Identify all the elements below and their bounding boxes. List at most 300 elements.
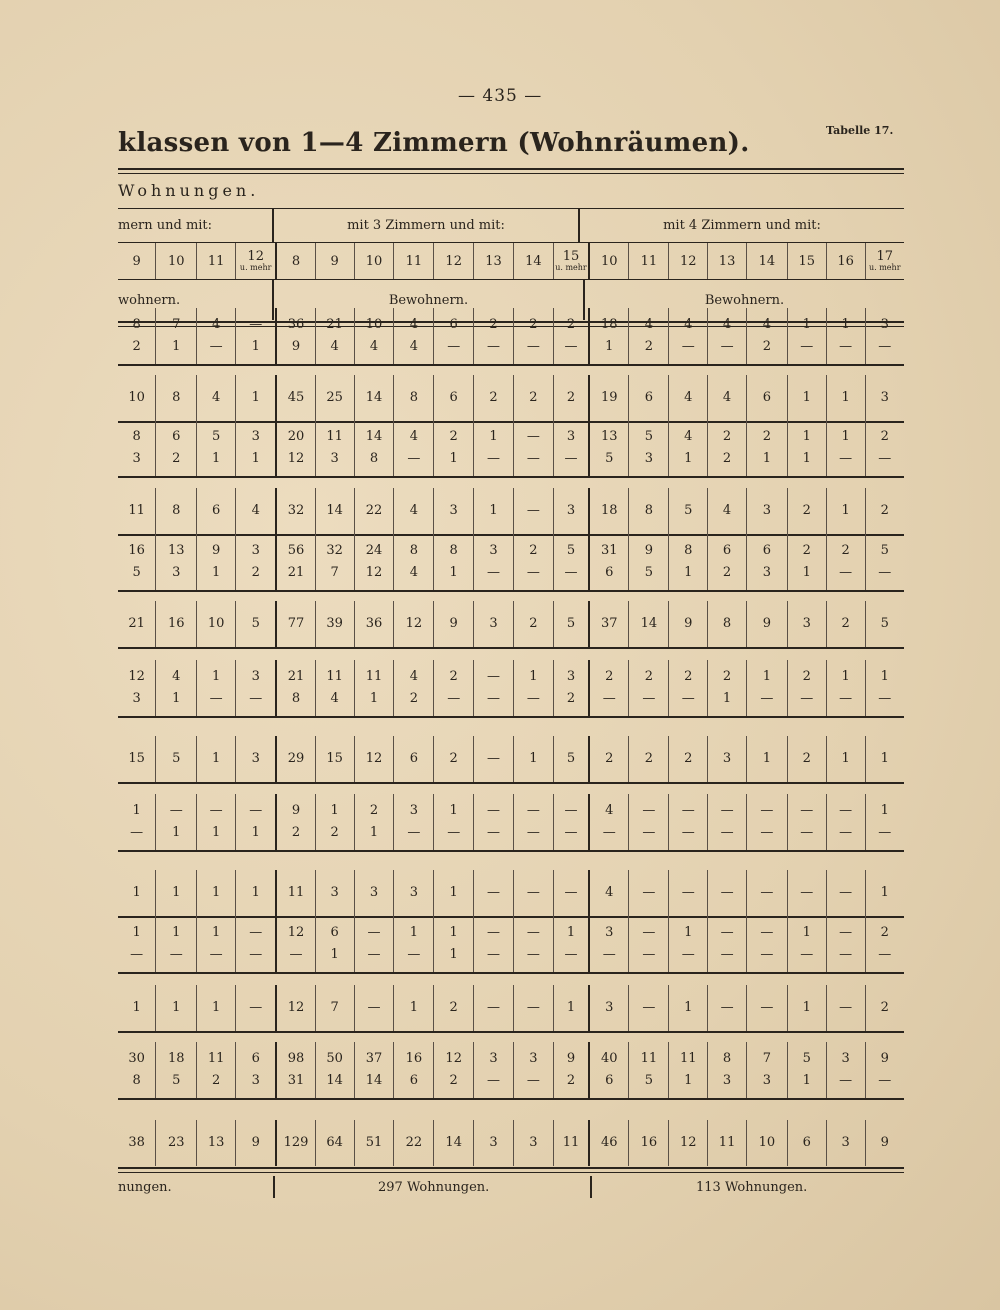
table-row [118,822,904,850]
table-cell: 77 [276,601,315,647]
table-cell: 6 [787,1120,826,1166]
table-cell: 11 [128,503,145,518]
table-cell: 50 [315,1042,354,1070]
table-section [118,1120,904,1166]
table-cell: 2 [354,794,394,822]
table-cell: — [629,822,669,850]
table-cell: 3 [553,660,589,688]
table-cell: 22 [354,488,394,534]
table-cell: 8 [629,488,669,534]
table-cell: 12 [394,601,434,647]
table-cell: 2 [787,488,826,534]
table-row [118,1070,904,1098]
table-cell: 1 [787,916,826,944]
table-cell: 2 [553,308,589,336]
header-row2-right: Bewohnern. [584,280,904,320]
table-cell: — [708,916,747,944]
table-cell: — [513,916,553,944]
table-cell: 3 [236,736,277,782]
table-cell: 6 [434,375,474,421]
table-cell: 4 [589,794,629,822]
table-cell: — [474,822,514,850]
table-cell: 1 [826,736,865,782]
table-section [118,916,904,974]
table-cell: 2 [787,534,826,562]
table-section [118,488,904,536]
table-cell: — [746,916,787,944]
table-cell: 1 [197,562,236,590]
table-cell: 7 [746,1042,787,1070]
table-cell: 8 [156,375,197,421]
table-cell: 5 [553,736,589,782]
table-section [118,601,904,649]
table-cell: 3 [787,601,826,647]
table-cell: 1 [669,1070,708,1098]
table-row [118,688,904,716]
table-cell: 23 [156,1120,197,1166]
table-cell: 2 [708,660,747,688]
table-row [118,736,904,782]
table-cell: 1 [156,985,197,1031]
table-cell: — [513,336,553,364]
table-row [118,794,904,822]
table-row [118,336,904,364]
table-cell: 8 [708,601,747,647]
table-cell: — [553,870,589,916]
table-cell: 1 [787,420,826,448]
section-rule [118,364,904,366]
header-col-0: 9 [132,253,141,269]
table-cell: 1 [236,448,277,476]
table-cell: 1 [156,916,197,944]
table-cell: 1 [787,375,826,421]
table-cell: 2 [669,660,708,688]
table-row [118,944,904,972]
table-cell: — [787,870,826,916]
table-cell: 3 [434,488,474,534]
table-cell: 2 [826,534,865,562]
table-cell: 18 [156,1042,197,1070]
table-cell: 5 [236,601,277,647]
table-cell: 2 [865,488,904,534]
table-cell: 46 [589,1120,629,1166]
table-cell: — [669,822,708,850]
page-title: klassen von 1—4 Zimmern (Wohnräumen). [118,128,750,158]
table-cell: 2 [132,339,141,354]
table-cell: 1 [132,1000,141,1015]
table-cell: 1 [354,688,394,716]
table-cell: — [629,916,669,944]
table-cell: — [787,336,826,364]
table-cell: 3 [474,1042,514,1070]
table-cell: — [474,736,514,782]
table-cell: 2 [156,448,197,476]
table-cell: 21 [315,308,354,336]
table-cell: — [474,562,514,590]
table-cell: 4 [746,308,787,336]
table-cell: — [474,794,514,822]
table-cell: 56 [276,534,315,562]
table-cell: 4 [669,308,708,336]
table-cell: 1 [826,308,865,336]
table-cell: 2 [434,1070,474,1098]
table-cell: — [513,944,553,972]
table-cell: 3 [553,488,589,534]
table-cell: 6 [394,1070,434,1098]
table-cell: — [513,794,553,822]
table-cell: 8 [132,317,141,332]
section-rule [118,972,904,974]
table-cell: 21 [276,562,315,590]
table-cell: — [865,1070,904,1098]
table-cell: — [474,336,514,364]
table-cell: — [669,794,708,822]
table-cell: 1 [197,448,236,476]
table-cell: 6 [236,1042,277,1070]
table-cell: 8 [394,534,434,562]
table-section [118,794,904,852]
table-cell: 1 [865,736,904,782]
table-cell: 3 [629,448,669,476]
table-cell: 2 [708,448,747,476]
table-cell: 2 [474,375,514,421]
table-cell: — [236,794,277,822]
table-cell: 1 [865,870,904,916]
table-cell: 2 [513,534,553,562]
section-rule [118,850,904,852]
footer-right: 113 Wohnungen. [696,1180,808,1195]
header-group-3: mit 4 Zimmern und mit: [579,209,904,242]
header-col-2: 11 [197,243,236,279]
table-cell: — [589,822,629,850]
table-cell: 4 [669,375,708,421]
table-cell: 4 [315,688,354,716]
table-cell: — [826,336,865,364]
section-heading: Wohnungen. [118,181,260,200]
table-cell: — [130,825,144,840]
table-row [118,985,904,1031]
table-cell: — [197,336,236,364]
table-cell: 2 [787,660,826,688]
table-cell: 6 [394,736,434,782]
table-cell: 5 [589,448,629,476]
table-cell: 11 [629,1042,669,1070]
header-col-16: 14 [746,243,787,279]
table-cell: 1 [865,660,904,688]
table-section [118,870,904,918]
table-cell: — [787,822,826,850]
table-cell: 2 [474,308,514,336]
table-cell: — [589,688,629,716]
table-cell: 21 [276,660,315,688]
table-cell: 1 [787,562,826,590]
table-cell: — [746,822,787,850]
table-cell: 4 [315,336,354,364]
table-cell: — [787,794,826,822]
table-cell: 12 [276,916,315,944]
table-cell: 2 [513,308,553,336]
table-cell: 1 [156,870,197,916]
table-cell: 3 [826,1120,865,1166]
table-cell: 1 [669,985,708,1031]
table-section [118,308,904,366]
table-cell: 3 [708,1070,747,1098]
table-cell: — [708,822,747,850]
table-cell: 16 [629,1120,669,1166]
table-cell: 1 [434,870,474,916]
table-cell: 9 [865,1042,904,1070]
section-rule [118,716,904,718]
table-cell: — [513,822,553,850]
table-cell: 6 [315,916,354,944]
table-cell: — [394,448,434,476]
table-cell: 6 [589,1070,629,1098]
table-cell: 2 [553,375,589,421]
table-cell: 1 [474,420,514,448]
table-cell: 14 [315,1070,354,1098]
table-cell: 1 [746,448,787,476]
table-cell: 21 [128,616,145,631]
table-cell: 1 [434,944,474,972]
table-cell: 8 [276,688,315,716]
table-row [118,534,904,562]
table-cell: — [553,794,589,822]
table-row [118,420,904,448]
table-cell: 45 [276,375,315,421]
table-section [118,420,904,478]
page-number: — 435 — [458,86,543,106]
table-cell: — [513,448,553,476]
table-cell: 12 [276,985,315,1031]
table-cell: — [513,562,553,590]
table-cell: — [826,822,865,850]
table-cell: — [434,822,474,850]
table-cell: 2 [826,601,865,647]
table-cell: 4 [669,420,708,448]
table-cell: 5 [156,736,197,782]
table-cell: — [553,562,589,590]
table-cell: — [708,870,747,916]
table-cell: 16 [156,601,197,647]
table-cell: — [434,336,474,364]
table-cell: 3 [132,451,141,466]
table-cell: 37 [354,1042,394,1070]
header-group-2: mit 3 Zimmern und mit: [273,209,579,242]
table-cell: 3 [513,1042,553,1070]
table-cell: 11 [553,1120,589,1166]
table-cell: 1 [156,688,197,716]
table-cell: 2 [787,736,826,782]
table-cell: 1 [156,336,197,364]
table-cell: 51 [354,1120,394,1166]
table-cell: 4 [394,420,434,448]
table-cell: — [513,870,553,916]
table-cell: 4 [708,308,747,336]
table-cell: 10 [128,390,145,405]
table-cell: — [746,688,787,716]
table-cell: — [826,448,865,476]
header-group-1: mern und mit: [118,218,213,233]
table-cell: — [826,688,865,716]
table-cell: — [746,985,787,1031]
table-cell: — [553,336,589,364]
table-cell: 5 [629,562,669,590]
table-cell: — [589,944,629,972]
table-cell: 18 [589,488,629,534]
table-cell: — [865,562,904,590]
section-rule [118,647,904,649]
table-cell: — [669,870,708,916]
table-cell: — [513,985,553,1031]
table-cell: 2 [629,660,669,688]
table-cell: 10 [354,308,394,336]
table-cell: 1 [315,944,354,972]
table-cell: 9 [553,1042,589,1070]
table-cell: 2 [434,660,474,688]
table-cell: 3 [132,691,141,706]
table-cell: — [513,420,553,448]
table-cell: 1 [865,794,904,822]
table-cell: 2 [708,562,747,590]
table-cell: 40 [589,1042,629,1070]
table-cell: 32 [315,534,354,562]
table-cell: 9 [629,534,669,562]
table-cell: 1 [787,448,826,476]
table-cell: 7 [315,985,354,1031]
table-cell: 1 [434,794,474,822]
table-cell: 6 [434,308,474,336]
table-cell: 15 [128,751,145,766]
table-cell: — [354,985,394,1031]
table-cell: — [553,822,589,850]
table-cell: — [474,660,514,688]
table-cell: 39 [315,601,354,647]
header-row2-mid: Bewohnern. [273,280,584,320]
table-cell: 9 [236,1120,277,1166]
table-cell: 3 [394,794,434,822]
table-cell: 6 [746,375,787,421]
table-cell: — [197,794,236,822]
table-cell: — [826,985,865,1031]
table-cell: 64 [315,1120,354,1166]
table-row [118,308,904,336]
table-cell: 1 [553,916,589,944]
table-cell: 1 [513,660,553,688]
table-cell: 16 [394,1042,434,1070]
table-row [118,601,904,647]
table-cell: 1 [236,870,277,916]
table-cell: 14 [434,1120,474,1166]
table-cell: 14 [354,420,394,448]
table-cell: 36 [276,308,315,336]
table-cell: — [826,794,865,822]
table-cell: 1 [197,822,236,850]
table-cell: — [474,985,514,1031]
table-cell: — [746,870,787,916]
table-section [118,375,904,423]
table-cell: 4 [156,660,197,688]
table-cell: 4 [354,336,394,364]
table-cell: 1 [708,688,747,716]
table-cell: 12 [354,562,394,590]
table-cell: 129 [276,1120,315,1166]
table-cell: — [156,794,197,822]
table-cell: 4 [394,660,434,688]
table-cell: 32 [276,488,315,534]
table-cell: — [669,688,708,716]
table-row [118,1120,904,1166]
table-cell: 1 [156,822,197,850]
table-cell: — [865,822,904,850]
table-cell: 36 [354,601,394,647]
rule-top-2 [118,173,904,174]
table-cell: 9 [865,1120,904,1166]
table-cell: 1 [787,308,826,336]
table-cell: 18 [589,308,629,336]
table-cell: 1 [197,870,236,916]
table-cell: — [629,688,669,716]
table-cell: 1 [826,420,865,448]
header-col-1: 10 [156,243,197,279]
table-cell: 6 [629,375,669,421]
table-cell: 16 [128,543,145,558]
table-cell: 1 [197,660,236,688]
table-cell: 38 [128,1135,145,1150]
table-cell: 12 [276,448,315,476]
table-cell: 3 [826,1042,865,1070]
table-section [118,985,904,1033]
table-cell: 6 [197,488,236,534]
section-rule [118,1098,904,1100]
table-row [118,1042,904,1070]
table-row [118,488,904,534]
table-cell: 2 [746,420,787,448]
table-cell: 22 [394,1120,434,1166]
header-col-18: 16 [826,243,865,279]
table-cell: — [826,1070,865,1098]
table-cell: 10 [746,1120,787,1166]
table-cell: 8 [394,375,434,421]
table-cell: 2 [629,336,669,364]
table-cell: 15 [315,736,354,782]
table-cell: 1 [746,736,787,782]
table-row [118,660,904,688]
header-col-17: 15 [787,243,826,279]
table-cell: 2 [276,822,315,850]
table-cell: 14 [354,1070,394,1098]
table-cell: — [865,944,904,972]
table-cell: 11 [315,420,354,448]
table-cell: 1 [513,736,553,782]
table-cell: — [156,944,197,972]
table-cell: 1 [826,488,865,534]
table-cell: — [474,688,514,716]
table-cell: 2 [589,736,629,782]
table-cell: — [276,944,315,972]
table-cell: 1 [669,448,708,476]
table-section [118,1042,904,1100]
table-cell: 1 [787,1070,826,1098]
table-cell: 14 [354,375,394,421]
table-cell: 3 [746,562,787,590]
header-col-9: 13 [474,243,514,279]
table-cell: 1 [474,488,514,534]
table-cell: 1 [236,375,277,421]
table-cell: 4 [708,488,747,534]
table-cell: 31 [589,534,629,562]
table-cell: 5 [865,534,904,562]
table-cell: 1 [434,916,474,944]
